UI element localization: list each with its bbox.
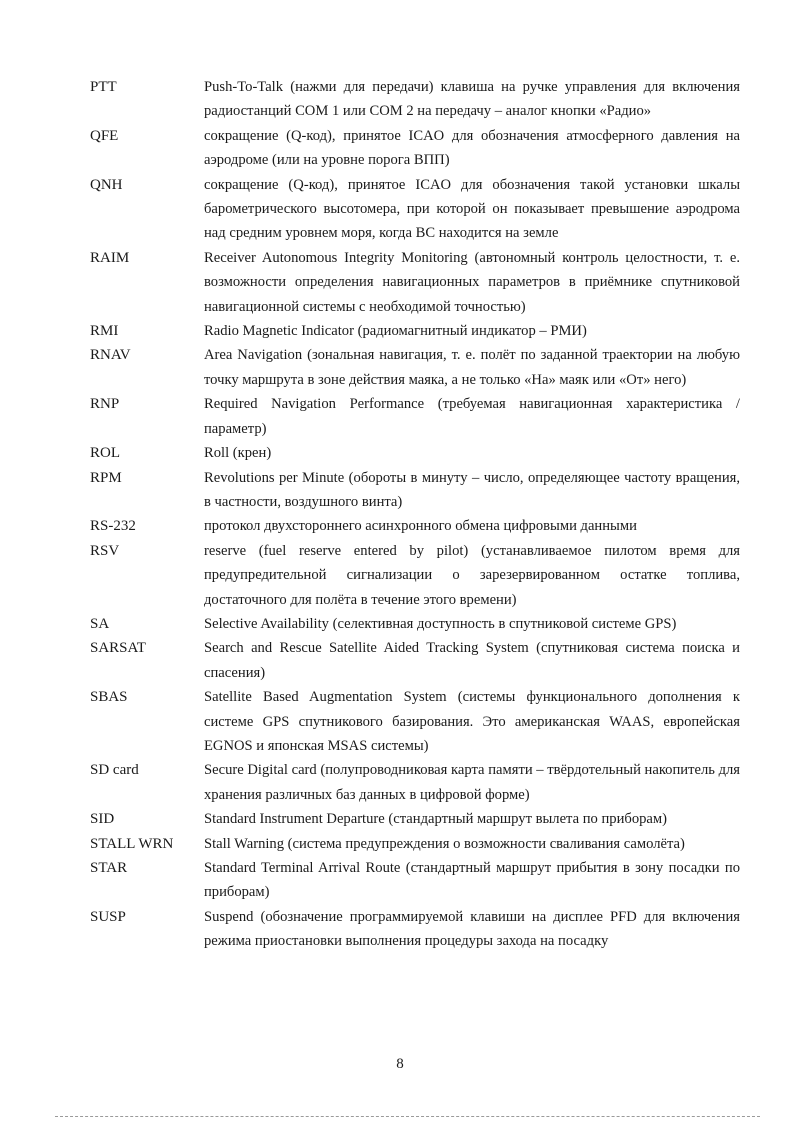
- glossary-entry: [90, 319, 740, 343]
- glossary-entry: [90, 758, 740, 807]
- glossary-entry: [90, 466, 740, 515]
- glossary-term: ROL: [90, 445, 120, 462]
- glossary-term: STAR: [90, 860, 128, 876]
- glossary-term: STALL WRN: [90, 835, 174, 852]
- glossary-term: QNH: [90, 176, 123, 193]
- glossary-definition: Selective Availability (селективная доступность в спутниковой системе GPS): [204, 615, 677, 632]
- glossary-definition: Standard Instrument Departure (стандартный маршрут вылета по приборам): [204, 811, 668, 828]
- glossary-term: RPM: [90, 469, 122, 486]
- glossary-entry: [90, 612, 740, 636]
- glossary-entry: [90, 905, 740, 954]
- glossary-entry: [90, 173, 740, 246]
- glossary-entry: [90, 441, 740, 465]
- glossary-definition: сокращение (Q-код), принятое ICAO для обозначения такой установки шкалы барометрического высотомера, при которой он показывает превышение аэродрома над средним уровнем моря, когда ВС находится на земле: [204, 176, 740, 242]
- glossary-definition: Roll (крен): [204, 445, 272, 462]
- glossary-definition: Search and Rescue Satellite Aided Tracking System (спутниковая система поиска и спасения): [204, 640, 740, 681]
- glossary-term: SA: [90, 615, 110, 632]
- glossary-term: RAIM: [90, 249, 130, 266]
- glossary-definition: Standard Terminal Arrival Route (стандартный маршрут прибытия в зону посадки по приборам): [204, 860, 740, 901]
- glossary-entry: [90, 539, 740, 612]
- glossary-term: SUSP: [90, 908, 126, 925]
- abbreviation-glossary: [90, 75, 740, 954]
- glossary-term: QFE: [90, 127, 119, 144]
- glossary-definition: Required Navigation Performance (требуемая навигационная характеристика / параметр): [204, 396, 740, 437]
- glossary-definition: Stall Warning (система предупреждения о возможности сваливания самолёта): [204, 835, 685, 852]
- glossary-definition: Suspend (обозначение программируемой клавиши на дисплее PFD для включения режима приостановки выполнения процедуры захода на посадку: [204, 908, 740, 950]
- glossary-definition: протокол двухстороннего асинхронного обмена цифровыми данными: [204, 518, 637, 535]
- glossary-term: RS-232: [90, 518, 136, 535]
- glossary-entry: [90, 392, 740, 441]
- glossary-term: SID: [90, 811, 115, 828]
- glossary-definition: Satellite Based Augmentation System (системы функционального дополнения к системе GPS спутникового базирования. Это американская WAAS, европейская EGNOS и японская MSAS системы): [204, 689, 740, 754]
- page-number: 8: [396, 1056, 404, 1072]
- glossary-entry: [90, 343, 740, 392]
- glossary-entry: [90, 514, 740, 538]
- glossary-definition: сокращение (Q-код), принятое ICAO для обозначения атмосферного давления на аэродроме (или на уровне порога ВПП): [204, 127, 740, 169]
- glossary-entry: [90, 124, 740, 173]
- glossary-entry: [90, 75, 740, 124]
- glossary-entry: [90, 856, 740, 905]
- glossary-entry: [90, 685, 740, 758]
- glossary-entry: [90, 807, 740, 831]
- glossary-entry: [90, 636, 740, 685]
- scan-edge-line: [55, 1116, 760, 1117]
- glossary-term: RNAV: [90, 347, 131, 364]
- glossary-term: RMI: [90, 323, 119, 340]
- glossary-term: RNP: [90, 396, 120, 413]
- glossary-term: SD card: [90, 762, 139, 779]
- glossary-definition: Radio Magnetic Indicator (радиомагнитный индикатор – РМИ): [204, 323, 587, 340]
- glossary-term: SARSAT: [90, 640, 146, 657]
- glossary-definition: Area Navigation (зональная навигация, т. е. полёт по заданной траектории на любую точку маршрута в зоне действия маяка, а не только «На» маяк или «От» него): [204, 347, 740, 388]
- glossary-term: PTT: [90, 79, 117, 95]
- glossary-definition: Receiver Autonomous Integrity Monitoring (автономный контроль целостности, т. е. возможности определения навигационных параметров в приёмнике спутниковой навигационной системы с необходимой точностью): [204, 249, 740, 315]
- glossary-definition: reserve (fuel reserve entered by pilot) (устанавливаемое пилотом время для предупредительной сигнализации о зарезервированном остатке топлива, достаточного для полёта в течение этого времени): [204, 542, 740, 608]
- glossary-definition: Secure Digital card (полупроводниковая карта памяти – твёрдотельный накопитель для хранения различных баз данных в цифровой форме): [204, 762, 740, 803]
- glossary-definition: Push-To-Talk (нажми для передачи) клавиша на ручке управления для включения радиостанций COM 1 или COM 2 на передачу – аналог кнопки «Радио»: [204, 79, 740, 120]
- glossary-term: SBAS: [90, 689, 128, 706]
- glossary-term: RSV: [90, 542, 120, 559]
- glossary-entry: [90, 246, 740, 319]
- glossary-definition: Revolutions per Minute (обороты в минуту – число, определяющее частоту вращения, в частности, воздушного винта): [204, 469, 740, 510]
- glossary-entry: [90, 832, 740, 856]
